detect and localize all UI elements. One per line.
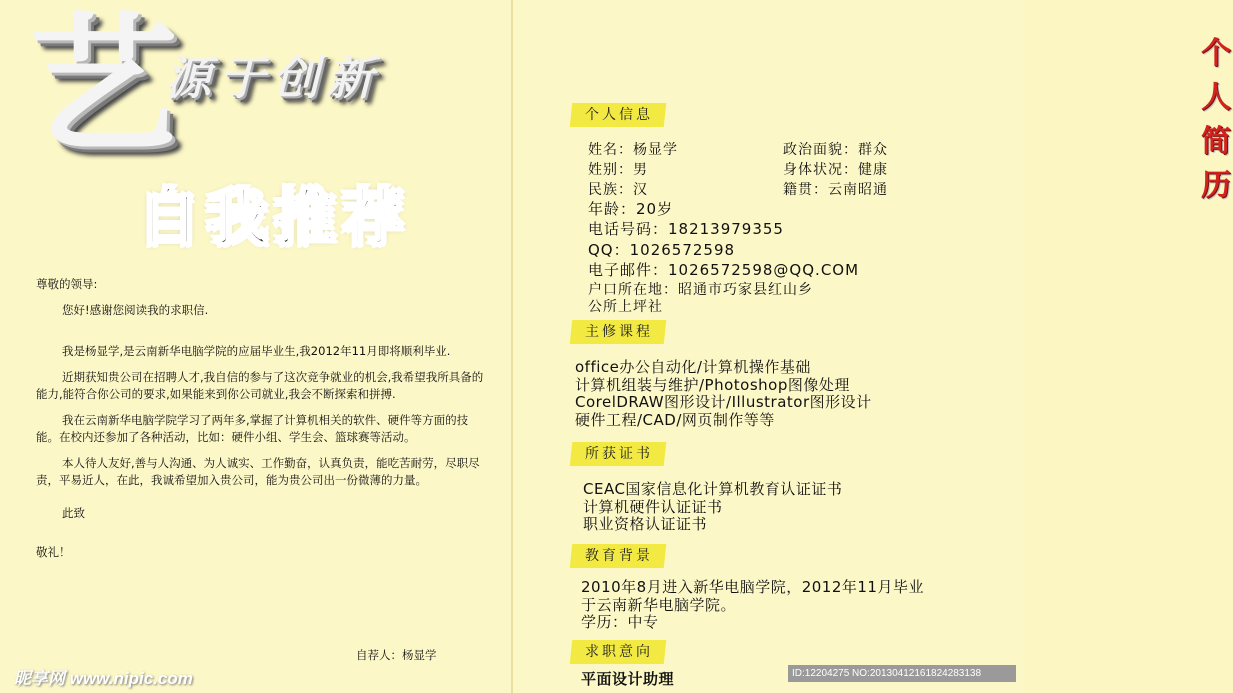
letter-body — [36, 276, 491, 570]
page-title: 自我推荐 — [138, 181, 411, 254]
cert-item: 计算机硬件认证证书 — [583, 498, 723, 516]
info-phone: 电话号码：18213979355 — [588, 220, 784, 238]
info-name: 姓名：杨显学 — [588, 142, 678, 158]
section-tag-certs: 所获证书 — [570, 442, 667, 466]
info-origin: 籍贯：云南昭通 — [783, 182, 888, 198]
info-ethnicity: 民族：汉 — [588, 182, 648, 198]
section-tag-education: 教育背景 — [570, 544, 667, 568]
course-item: 硬件工程/CAD/网页制作等等 — [575, 411, 775, 429]
course-item: office办公自动化/计算机操作基础 — [575, 358, 811, 376]
education-item: 于云南新华电脑学院。 — [581, 596, 737, 614]
section-tag-intent: 求职意向 — [570, 640, 667, 664]
salutation: 敬礼！ — [36, 545, 71, 559]
course-item: CorelDRAW图形设计/Illustrator图形设计 — [575, 393, 872, 411]
info-qq: QQ：1026572598 — [588, 241, 736, 259]
letter-paragraph: 您好!感谢您阅读我的求职信. — [62, 303, 209, 317]
info-health: 身体状况：健康 — [783, 162, 888, 178]
id-watermark: ID:12204275 NO:20130412161824283138 — [788, 665, 1016, 682]
info-age: 年龄：20岁 — [588, 200, 674, 218]
letter-paragraph: 近期获知贵公司在招聘人才,我自信的参与了这次竞争就业的机会,我希望我所具备的能力,能符合你公司的要求,如果能来到你公司就业,我会不断探索和拼搏. — [36, 370, 484, 401]
closing: 此致 — [62, 506, 85, 520]
info-gender: 姓别：男 — [588, 162, 648, 178]
signature: 自荐人：杨显学 — [356, 648, 437, 662]
resume-title: 个人简历 — [1201, 36, 1233, 203]
cert-item: CEAC国家信息化计算机教育认证证书 — [583, 480, 843, 498]
info-hukou-cont: 公所上坪社 — [588, 299, 663, 315]
resume-page — [513, 0, 1233, 693]
job-intent: 平面设计助理 — [581, 670, 675, 688]
education-item: 学历：中专 — [581, 613, 659, 631]
course-item: 计算机组装与维护/Photoshop图像处理 — [575, 376, 850, 394]
cover-letter-page — [0, 0, 511, 693]
cert-item: 职业资格认证证书 — [583, 515, 708, 533]
section-tag-courses: 主修课程 — [570, 320, 667, 344]
info-hukou: 户口所在地：昭通市巧家县红山乡 — [588, 282, 813, 298]
info-politics: 政治面貌：群众 — [783, 142, 888, 158]
education-item: 2010年8月进入新华电脑学院，2012年11月毕业 — [581, 578, 924, 596]
section-tag-personal: 个人信息 — [570, 103, 667, 127]
site-watermark: 昵享网 www.nipic.com — [14, 669, 193, 688]
letter-paragraph: 我是杨显学,是云南新华电脑学院的应届毕业生,我2012年11月即将顺利毕业. — [62, 344, 451, 358]
info-email: 电子邮件：1026572598@QQ.COM — [588, 261, 860, 279]
art-character: 艺 — [28, 0, 179, 173]
letter-paragraph: 我在云南新华电脑学院学习了两年多,掌握了计算机相关的软件、硬件等方面的技能。在校内还参加了各种活动，比如：硬件小组、学生会、篮球赛等活动。 — [36, 413, 469, 444]
greeting: 尊敬的领导: — [36, 277, 98, 291]
letter-paragraph: 本人待人友好,善与人沟通、为人诚实、工作勤奋，认真负责，能吃苦耐劳，尽职尽责，平易近人，在此，我诚希望加入贵公司，能为贵公司出一份微薄的力量。 — [36, 456, 480, 487]
slogan: 源于创新 — [165, 51, 381, 105]
